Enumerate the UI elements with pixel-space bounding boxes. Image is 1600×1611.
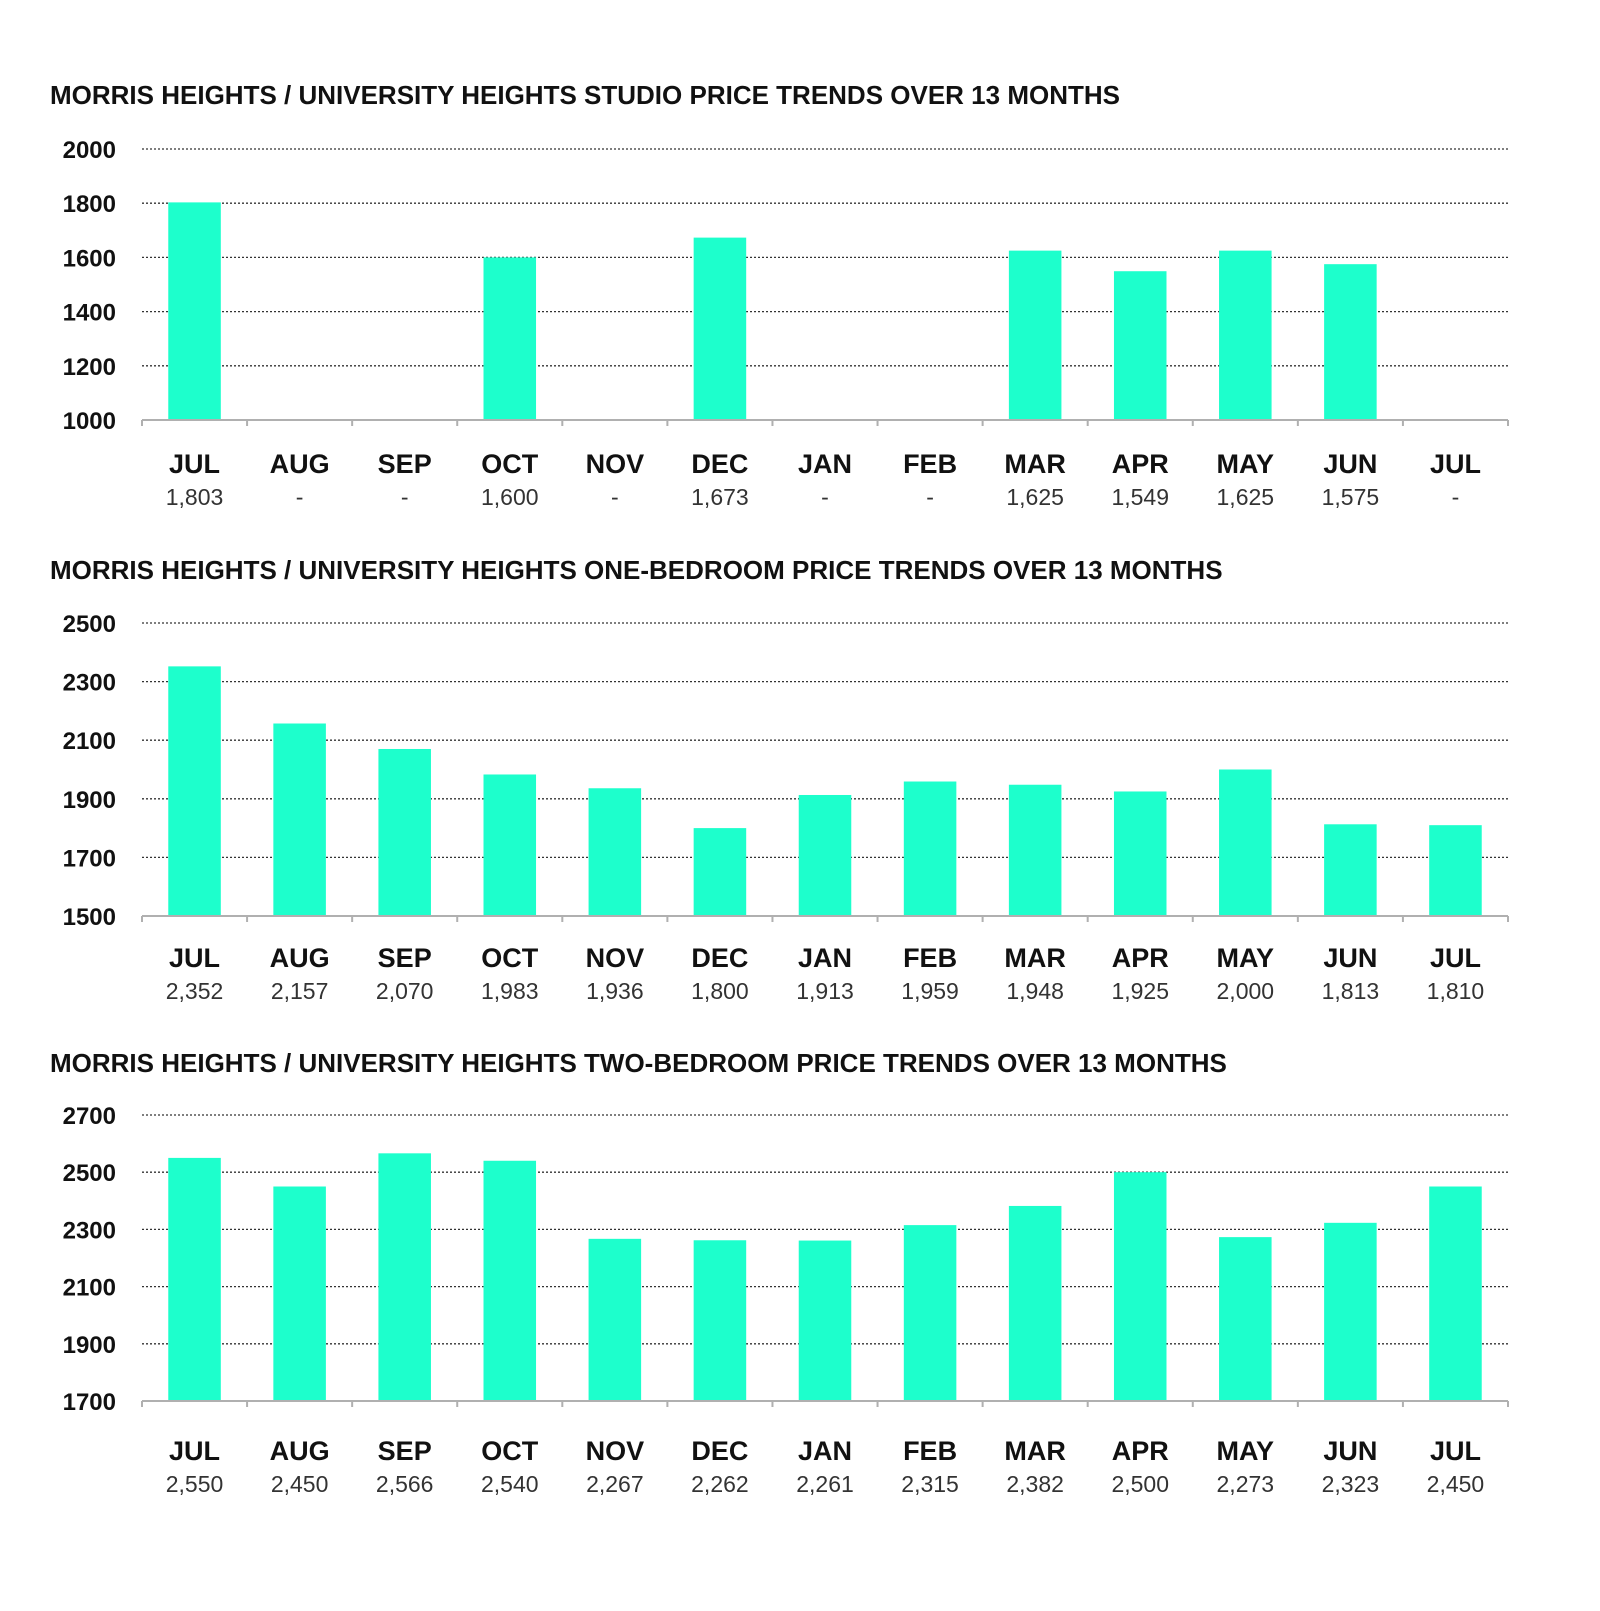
data-label: 2,261 [796,1471,854,1497]
x-category-label: JUL [1429,943,1481,973]
x-category-label: DEC [691,449,749,479]
x-category-label: APR [1111,1436,1169,1466]
x-category-label: NOV [585,449,645,479]
bar [1009,251,1062,420]
data-label: 2,273 [1216,1471,1275,1497]
x-category-label: APR [1111,449,1169,479]
y-tick-label: 1200 [62,353,116,381]
x-category-label: FEB [903,449,958,479]
x-category-label: JUL [1429,449,1481,479]
bar [1114,791,1167,916]
x-category-label: NOV [585,943,645,973]
data-label: 1,813 [1321,978,1380,1004]
bar [1324,824,1377,916]
y-tick-label: 1700 [62,845,116,873]
bar [1009,785,1062,916]
bar [1114,1172,1167,1401]
bar [484,774,537,916]
data-label: 2,550 [165,1471,224,1497]
x-category-label: JUL [1429,1436,1481,1466]
x-category-label: AUG [269,1436,330,1466]
bar [694,238,747,420]
y-tick-label: 2300 [62,669,116,697]
data-label: 1,549 [1111,484,1170,510]
x-category-label: JAN [797,449,853,479]
data-label: 2,566 [375,1471,434,1497]
data-label: 1,936 [586,978,644,1004]
data-label: 2,382 [1006,1471,1064,1497]
y-tick-label: 2100 [62,728,116,756]
bar [484,257,537,420]
bar [168,666,221,916]
x-category-label: JUL [169,1436,221,1466]
data-label: 1,983 [480,978,539,1004]
chart-studio [0,80,1600,530]
bar [694,828,747,916]
x-category-label: NOV [585,1436,645,1466]
bar [1324,264,1377,420]
data-label: 2,070 [375,978,434,1004]
bar [694,1240,747,1401]
chart-plot [0,555,1600,1025]
x-category-label: JUL [169,449,221,479]
data-label: 1,575 [1321,484,1380,510]
x-category-label: DEC [691,943,749,973]
data-label: - [400,484,409,510]
x-category-label: SEP [377,943,432,973]
x-category-label: JAN [797,1436,853,1466]
bar [1324,1223,1377,1401]
data-label: 1,800 [691,978,749,1004]
data-label: - [1451,484,1460,510]
bar [904,782,957,916]
y-tick-label: 1500 [62,904,116,931]
chart-title: MORRIS HEIGHTS / UNIVERSITY HEIGHTS ONE-BEDROOM PRICE TRENDS OVER 13 MONTHS [50,555,1223,585]
data-label: 2,352 [165,978,224,1004]
x-category-label: AUG [269,943,330,973]
data-label: 2,262 [691,1471,749,1497]
data-label: 2,323 [1321,1471,1380,1497]
bar [1429,825,1482,916]
bar [1429,1187,1482,1402]
bar [1219,770,1272,917]
x-category-label: JUN [1323,1436,1378,1466]
x-category-label: JUL [169,943,221,973]
y-tick-label: 1800 [62,191,116,219]
data-label: 1,803 [165,484,224,510]
x-category-label: MAY [1216,1436,1275,1466]
y-tick-label: 1600 [62,245,116,273]
x-category-label: OCT [481,943,539,973]
data-label: - [611,484,619,510]
data-label: 2,267 [586,1471,644,1497]
x-category-label: MAY [1216,943,1275,973]
bar [168,202,221,420]
x-category-label: SEP [377,449,432,479]
x-category-label: MAR [1004,1436,1066,1466]
bar [168,1158,221,1401]
data-label: 2,540 [480,1471,539,1497]
x-category-label: FEB [903,1436,958,1466]
chart-two-bedroom [0,1048,1600,1518]
data-label: 2,450 [270,1471,329,1497]
bar [904,1225,957,1401]
bar [589,1239,642,1401]
y-tick-label: 1900 [62,786,116,814]
bar [589,788,642,916]
x-category-label: OCT [481,449,539,479]
chart-plot [0,1048,1600,1518]
bar [1219,1237,1272,1401]
bar [273,723,326,916]
chart-plot [0,80,1600,530]
chart-title: MORRIS HEIGHTS / UNIVERSITY HEIGHTS STUDIO PRICE TRENDS OVER 13 MONTHS [50,80,1120,110]
x-category-label: JAN [797,943,853,973]
data-label: 2,500 [1111,1471,1170,1497]
y-tick-label: 1400 [62,299,116,327]
data-label: 1,948 [1006,978,1064,1004]
x-category-label: SEP [377,1436,432,1466]
data-label: 1,673 [691,484,749,510]
bar [484,1161,537,1401]
y-tick-label: 2300 [62,1217,116,1245]
bar [799,1241,852,1401]
data-label: 1,625 [1006,484,1064,510]
bar [273,1187,326,1402]
x-category-label: JUN [1323,943,1378,973]
bar [1114,271,1167,420]
data-label: 2,450 [1426,1471,1485,1497]
x-category-label: MAR [1004,943,1066,973]
x-category-label: DEC [691,1436,749,1466]
x-category-label: MAY [1216,449,1275,479]
x-category-label: APR [1111,943,1169,973]
data-label: 1,925 [1111,978,1170,1004]
x-category-label: MAR [1004,449,1066,479]
data-label: 1,959 [901,978,959,1004]
y-tick-label: 2500 [62,611,116,638]
y-tick-label: 2700 [62,1103,116,1130]
bar [1009,1206,1062,1401]
bar [799,795,852,916]
y-tick-label: 1000 [62,408,116,435]
data-label: 2,000 [1216,978,1275,1004]
x-category-label: FEB [903,943,958,973]
bar [378,1153,431,1401]
bar [378,749,431,916]
bar [1219,251,1272,420]
data-label: 1,810 [1426,978,1485,1004]
y-tick-label: 2500 [62,1160,116,1188]
x-category-label: JUN [1323,449,1378,479]
y-tick-label: 1900 [62,1331,116,1359]
data-label: 1,600 [480,484,539,510]
chart-title: MORRIS HEIGHTS / UNIVERSITY HEIGHTS TWO-BEDROOM PRICE TRENDS OVER 13 MONTHS [50,1048,1227,1078]
data-label: 2,315 [901,1471,959,1497]
data-label: 1,913 [796,978,854,1004]
data-label: 1,625 [1216,484,1275,510]
data-label: - [295,484,304,510]
y-tick-label: 2000 [62,137,116,164]
data-label: 2,157 [270,978,329,1004]
y-tick-label: 1700 [62,1389,116,1416]
data-label: - [821,484,829,510]
data-label: - [926,484,934,510]
y-tick-label: 2100 [62,1274,116,1302]
x-category-label: AUG [269,449,330,479]
x-category-label: OCT [481,1436,539,1466]
chart-one-bedroom [0,555,1600,1025]
